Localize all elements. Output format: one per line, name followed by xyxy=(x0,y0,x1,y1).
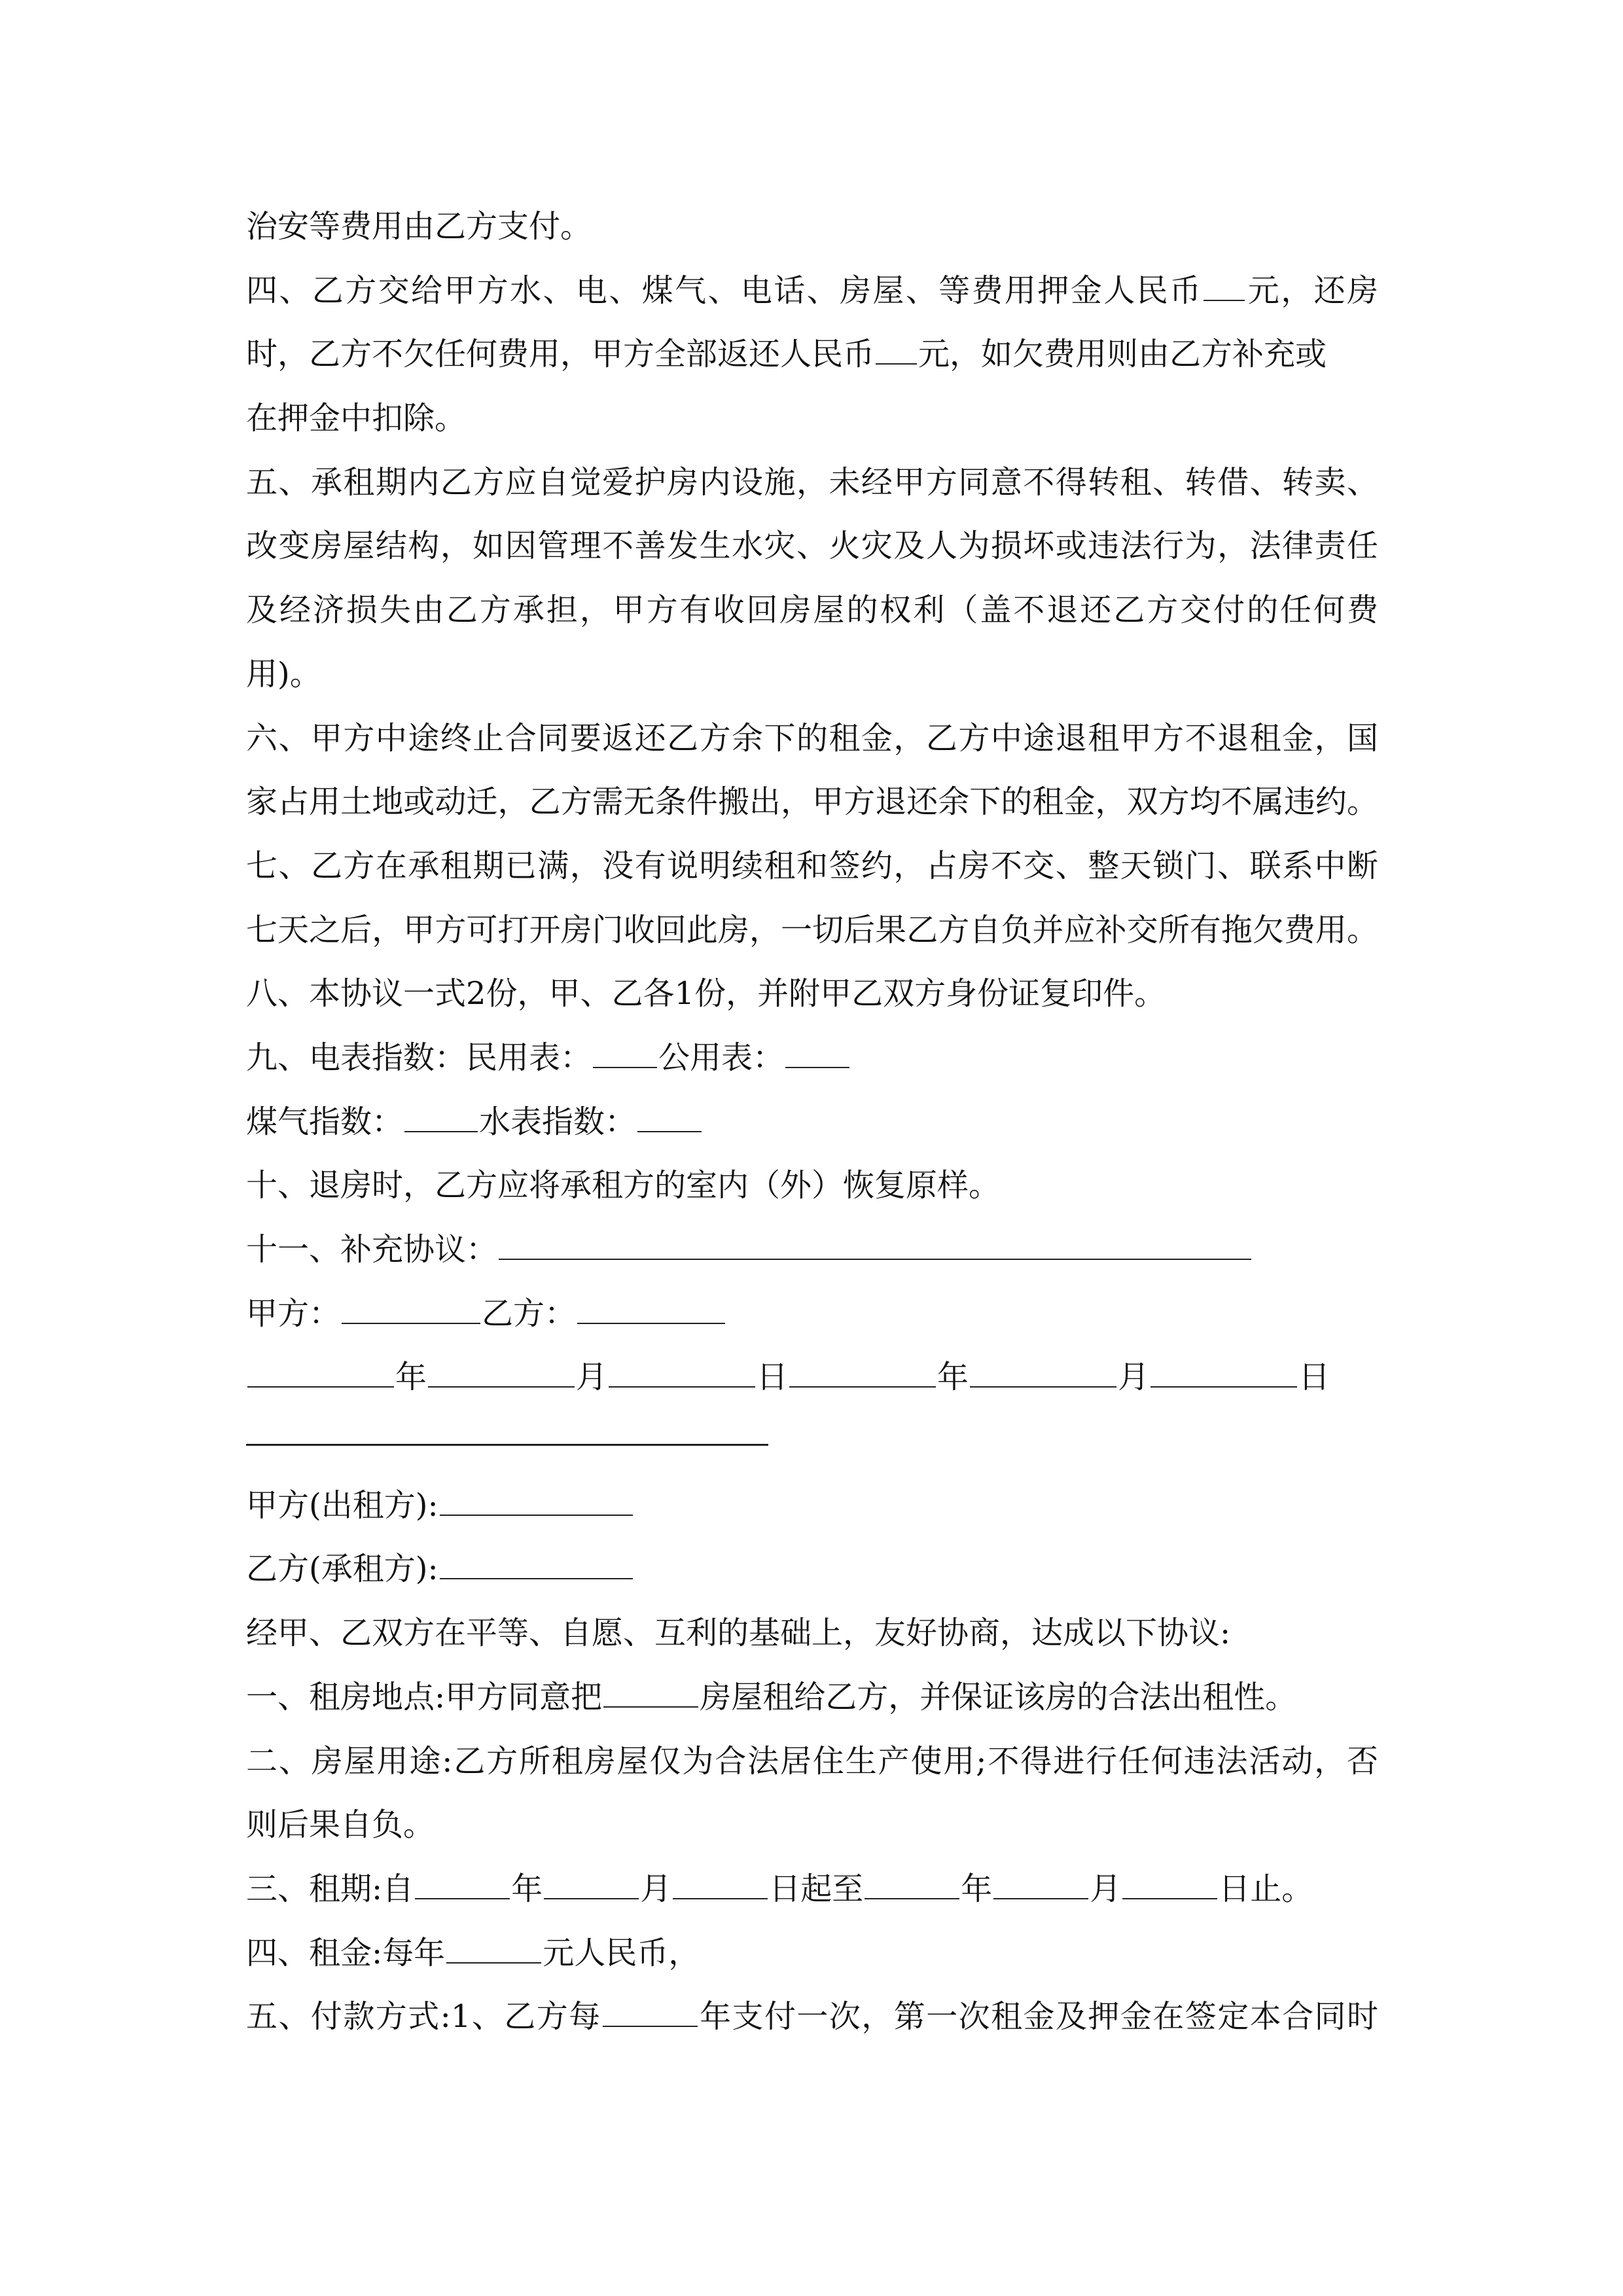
date-unit: 年 xyxy=(511,1870,543,1907)
field-label: 水表指数： xyxy=(479,1103,637,1140)
field-label: 煤气指数： xyxy=(246,1103,404,1140)
date-unit: 月 xyxy=(1090,1870,1122,1907)
date-unit: 日起至 xyxy=(769,1870,864,1907)
paragraph-text: 房屋租给乙方，并保证该房的合法出租性。 xyxy=(700,1678,1297,1715)
contract-page xyxy=(246,195,1378,2049)
date-blank[interactable] xyxy=(1150,1346,1297,1388)
paragraph-text: 治安等费用由乙方支付。 xyxy=(246,208,592,245)
date-unit: 月 xyxy=(576,1359,608,1396)
field-label: 十一、补充协议： xyxy=(246,1231,498,1268)
paragraph-text: 家占用土地或动迁，乙方需无条件搬出，甲方退还余下的租金，双方均不属违约。 xyxy=(246,783,1378,821)
date-blank[interactable] xyxy=(970,1346,1116,1388)
paragraph-text: 四、租金:每年 xyxy=(246,1934,446,1971)
text-line xyxy=(246,195,1378,259)
date-unit: 年 xyxy=(961,1870,993,1907)
field-label: 公用表： xyxy=(658,1039,785,1076)
date-blank[interactable] xyxy=(789,1346,936,1388)
date-blank[interactable] xyxy=(609,1346,755,1388)
payment-period-blank[interactable] xyxy=(603,1985,698,2027)
paragraph-text: 经甲、乙双方在平等、自愿、互利的基础上，友好协商，达成以下协议: xyxy=(246,1615,1231,1652)
text-line xyxy=(246,1730,1378,1794)
paragraph-text: 八、本协议一式2份，甲、乙各1份，并附甲乙双方身份证复印件。 xyxy=(246,975,1166,1013)
party-b-blank[interactable] xyxy=(577,1282,725,1324)
paragraph-text: 年支付一次，第一次租金及押金在签定本合同时 xyxy=(698,1998,1378,2036)
text-line xyxy=(246,1793,1378,1857)
paragraph-text: 十、退房时，乙方应将承租方的室内（外）恢复原样。 xyxy=(246,1167,1001,1204)
paragraph-text: 二、房屋用途:乙方所租房屋仅为合法居住生产使用;不得进行任何违法活动，否 xyxy=(246,1742,1378,1780)
term-blank[interactable] xyxy=(865,1857,959,1899)
text-line xyxy=(246,1218,1378,1282)
paragraph-text: 七天之后，甲方可打开房门收回此房，一切后果乙方自负并应补交所有拖欠费用。 xyxy=(246,911,1378,948)
supplement-blank[interactable] xyxy=(499,1218,1251,1260)
term-blank[interactable] xyxy=(1122,1857,1217,1899)
paragraph-text: 七、乙方在承租期已满，没有说明续租和签约，占房不交、整天锁门、联系中断 xyxy=(246,847,1378,884)
term-blank[interactable] xyxy=(544,1857,639,1899)
date-unit: 月 xyxy=(640,1870,672,1907)
text-line xyxy=(246,962,1378,1026)
text-line xyxy=(246,643,1378,707)
text-line xyxy=(246,1282,1378,1346)
paragraph-text: 用)。 xyxy=(246,655,321,692)
lessor-signature-blank[interactable] xyxy=(440,1474,633,1516)
paragraph-text: 元，还房 xyxy=(1246,272,1378,309)
water-meter-blank[interactable] xyxy=(637,1090,702,1132)
dash-divider xyxy=(246,1410,768,1446)
text-line xyxy=(246,1857,1378,1922)
paragraph-text: 时，乙方不欠任何费用，甲方全部返还人民币 xyxy=(246,336,875,373)
text-line xyxy=(246,451,1378,515)
paragraph-text: 四、乙方交给甲方水、电、煤气、电话、房屋、等费用押金人民币 xyxy=(246,272,1203,309)
paragraph-text: 六、甲方中途终止合同要返还乙方余下的租金，乙方中途退租甲方不退租金，国 xyxy=(246,719,1378,757)
text-line xyxy=(246,323,1378,387)
text-line xyxy=(246,1474,1378,1538)
term-blank[interactable] xyxy=(415,1857,510,1899)
text-line xyxy=(246,514,1378,579)
gas-meter-blank[interactable] xyxy=(404,1090,478,1132)
text-line xyxy=(246,1922,1378,1986)
date-blank[interactable] xyxy=(247,1346,394,1388)
paragraph-text: 一、租房地点:甲方同意把 xyxy=(246,1678,603,1715)
term-blank[interactable] xyxy=(673,1857,768,1899)
text-line xyxy=(246,1154,1378,1218)
date-line xyxy=(246,1346,1378,1410)
paragraph-text: 五、承租期内乙方应自觉爱护房内设施，未经甲方同意不得转租、转借、转卖、 xyxy=(246,463,1378,501)
party-a-blank[interactable] xyxy=(342,1282,480,1324)
paragraph-text: 三、租期:自 xyxy=(246,1870,414,1907)
rent-blank[interactable] xyxy=(446,1922,541,1964)
lessee-signature-blank[interactable] xyxy=(440,1537,633,1579)
address-blank[interactable] xyxy=(603,1666,698,1708)
paragraph-text: 元人民币， xyxy=(543,1934,700,1971)
field-label: 甲方(出租方): xyxy=(246,1486,438,1524)
text-line xyxy=(246,1090,1378,1155)
divider-line xyxy=(246,1410,1378,1474)
refund-blank[interactable] xyxy=(876,323,917,365)
text-line xyxy=(246,770,1378,834)
text-line xyxy=(246,1666,1378,1730)
date-unit: 日 xyxy=(757,1359,789,1396)
text-line xyxy=(246,834,1378,899)
field-label: 乙方： xyxy=(482,1295,577,1332)
paragraph-text: 五、付款方式:1、乙方每 xyxy=(246,1998,601,2036)
field-label: 甲方： xyxy=(246,1295,341,1332)
text-line xyxy=(246,1602,1378,1666)
date-unit: 年 xyxy=(395,1359,427,1396)
text-line xyxy=(246,1026,1378,1090)
deposit-blank[interactable] xyxy=(1204,259,1245,301)
paragraph-text: 元，如欠费用则由乙方补充或 xyxy=(918,336,1327,373)
public-meter-blank[interactable] xyxy=(785,1026,849,1068)
text-line xyxy=(246,579,1378,643)
paragraph-text: 在押金中扣除。 xyxy=(246,400,467,437)
text-line xyxy=(246,1985,1378,2049)
paragraph-text: 改变房屋结构，如因管理不善发生水灾、火灾及人为损坏或违法行为，法律责任 xyxy=(246,528,1378,565)
date-unit: 日止。 xyxy=(1219,1870,1313,1907)
field-label: 乙方(承租方): xyxy=(246,1551,438,1588)
date-unit: 月 xyxy=(1118,1359,1150,1396)
text-line xyxy=(246,707,1378,771)
text-line xyxy=(246,1537,1378,1602)
text-line xyxy=(246,259,1378,323)
civil-meter-blank[interactable] xyxy=(593,1026,657,1068)
paragraph-text: 及经济损失由乙方承担，甲方有收回房屋的权利（盖不退还乙方交付的任何费 xyxy=(246,592,1378,629)
date-blank[interactable] xyxy=(428,1346,575,1388)
date-unit: 日 xyxy=(1298,1359,1330,1396)
date-unit: 年 xyxy=(937,1359,969,1396)
paragraph-text: 则后果自负。 xyxy=(246,1806,435,1844)
field-label: 九、电表指数：民用表： xyxy=(246,1039,592,1076)
text-line xyxy=(246,387,1378,451)
term-blank[interactable] xyxy=(993,1857,1088,1899)
text-line xyxy=(246,899,1378,963)
